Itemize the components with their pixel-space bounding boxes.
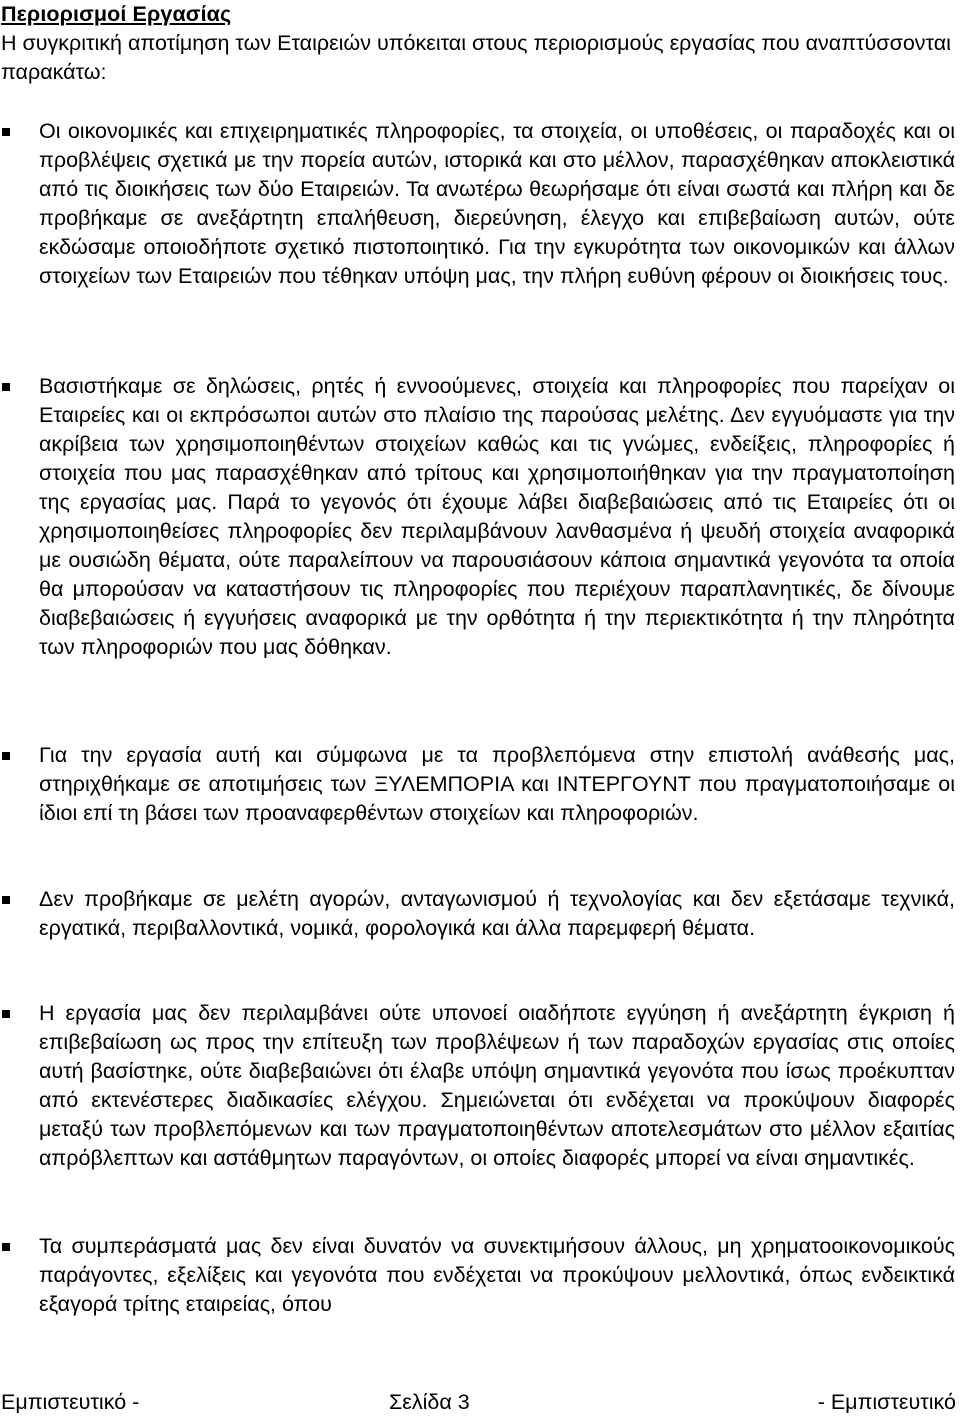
section-heading: Περιορισμοί Εργασίας [1, 2, 232, 26]
bullet-square-icon [2, 383, 10, 391]
bullet-square-icon [2, 1243, 10, 1251]
list-item-text: Η εργασία μας δεν περιλαμβάνει ούτε υπονοεί οιαδήποτε εγγύηση ή ανεξάρτητη έγκριση ή επιβεβαίωση ως προς την επίτευξη των προβλέψεων ή των παραδοχών εργασίας στις οποίες αυτή βασίστηκε, ούτε διαβεβαιώνει ότι έλαβε υπόψη σημαντικά γεγονότα που ίσως προέκυπταν από εκτενέστερες διαδικασίες ελέγχου. Σημειώνεται ότι ενδέχεται να προκύψουν διαφορές μεταξύ των προβλεπόμενων και των πραγματοποιηθέντων αποτελεσμάτων στο μέλλον εξαιτίας απρόβλεπτων και αστάθμητων παραγόντων, οι οποίες διαφορές μπορεί να είναι σημαντικές. [39, 1001, 955, 1170]
footer-confidential-right: - Εμπιστευτικό [817, 1390, 956, 1414]
list-item-text: Οι οικονομικές και επιχειρηματικές πληροφορίες, τα στοιχεία, οι υποθέσεις, οι παραδοχές και οι προβλέψεις σχετικά με την πορεία αυτών, ιστορικά και στο μέλλον, παρασχέθηκαν αποκλειστικά από τις διοικήσεις των δύο Εταιρειών. Τα ανωτέρω θεωρήσαμε ότι είναι σωστά και πλήρη και δε προβήκαμε σε ανεξάρτητη επαλήθευση, διερεύνηση, έλεγχο και επιβεβαίωση αυτών, ούτε εκδώσαμε οποιοδήποτε σχετικό πιστοποιητικό. Για την εγκυρότητα των οικονομικών και άλλων στοιχείων των Εταιρειών που τέθηκαν υπόψη μας, την πλήρη ευθύνη φέρουν οι διοικήσεις τους. [39, 119, 955, 288]
list-item-text: Βασιστήκαμε σε δηλώσεις, ρητές ή εννοούμενες, στοιχεία και πληροφορίες που παρείχαν οι Εταιρείες και οι εκπρόσωποι αυτών στο πλαίσιο της παρούσας μελέτης. Δεν εγγυόμαστε για την ακρίβεια των χρησιμοποιηθέντων στοιχείων καθώς και τις γνώμες, ενδείξεις, πληροφορίες ή στοιχεία που μας παρασχέθηκαν από τρίτους και χρησιμοποιήθηκαν για την πραγματοποίηση της εργασίας μας. Παρά το γεγονός ότι έχουμε λάβει διαβεβαιώσεις από τις Εταιρείες ότι οι χρησιμοποιηθείσες πληροφορίες δεν περιλαμβάνουν λανθασμένα ή ψευδή στοιχεία αναφορικά με ουσιώδη θέματα, ούτε παραλείπουν να παρουσιάσουν κάποια σημαντικά γεγονότα τα οποία θα μπορούσαν να καταστήσουν τις πληροφορίες που περιέχουν παραπλανητικές, δε δίνουμε διαβεβαιώσεις ή εγγυήσεις αναφορικά με την ορθότητα ή την περιεκτικότητα ή την πληρότητα των πληροφοριών που μας δόθηκαν. [39, 374, 955, 659]
list-item-text: Τα συμπεράσματά μας δεν είναι δυνατόν να συνεκτιμήσουν άλλους, μη χρηματοοικονομικούς παράγοντες, εξελίξεις και γεγονότα που ενδέχεται να προκύψουν μελλοντικά, όπως ενδεικτικά εξαγορά τρίτης εταιρείας, όπου [39, 1234, 955, 1316]
list-item-text: Για την εργασία αυτή και σύμφωνα με τα προβλεπόμενα στην επιστολή ανάθεσής μας, στηριχθήκαμε σε αποτιμήσεις των ΞΥΛΕΜΠΟΡΙΑ και ΙΝΤΕΡΓΟΥΝΤ που πραγματοποιήσαμε οι ίδιοι επί τη βάσει των προαναφερθέντων στοιχείων και πληροφοριών. [39, 743, 955, 825]
footer-confidential-left: Εμπιστευτικό - [1, 1390, 140, 1414]
list-item-text: Δεν προβήκαμε σε μελέτη αγορών, ανταγωνισμού ή τεχνολογίας και δεν εξετάσαμε τεχνικά, εργατικά, περιβαλλοντικά, νομικά, φορολογικά και άλλα παρεμφερή θέματα. [39, 887, 955, 940]
bullet-square-icon [2, 896, 10, 904]
intro-paragraph: Η συγκριτική αποτίμηση των Εταιρειών υπόκειται στους περιορισμούς εργασίας που αναπτύσσονται παρακάτω: [1, 31, 951, 84]
bullet-square-icon [2, 1010, 10, 1018]
bullet-square-icon [2, 128, 10, 136]
bullet-square-icon [2, 752, 10, 760]
footer-page-number: Σελίδα 3 [389, 1390, 470, 1414]
page-footer [0, 1387, 960, 1417]
